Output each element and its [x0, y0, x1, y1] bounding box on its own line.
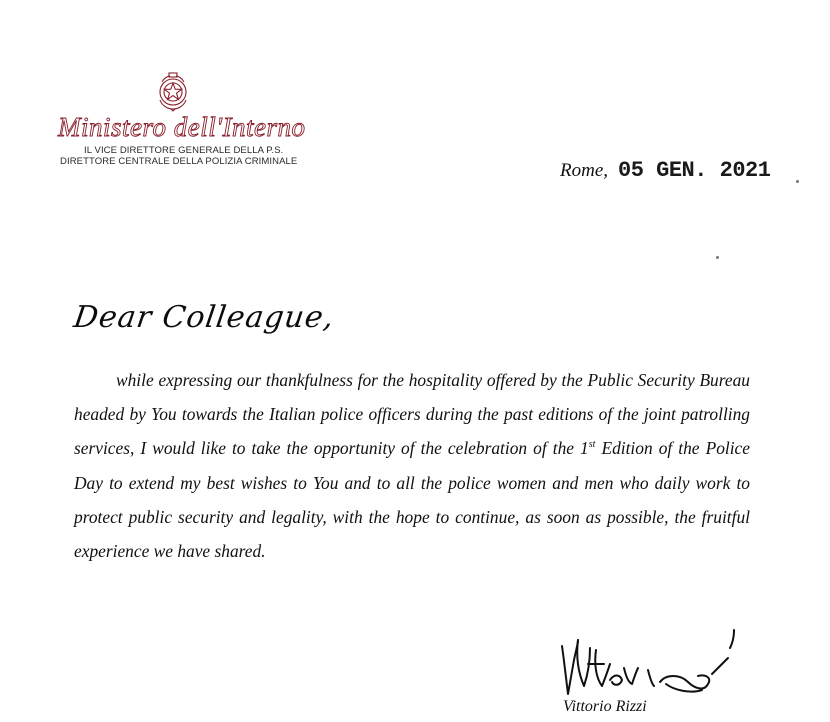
body-part-2: Edition of the Police Day to extend my best wishes to You and to all the police women and men who daily work to protect public security and legality, with the hope to continue, as soon as possible, the fruitful experience we have shared.: [74, 438, 750, 562]
handwritten-salutation: Dear Colleague,: [71, 300, 337, 335]
body-part-1: while expressing our thankfulness for the hospitality offered by the Public Security Bureau headed by You towards the Italian police officers during the past editions of the joint patrolling services, I would like to take the opportunity of the celebration of the 1: [74, 370, 750, 459]
letterhead-line-2: DIRETTORE CENTRALE DELLA POLIZIA CRIMINALE: [60, 156, 298, 167]
ministry-name: Ministero dell'Interno: [58, 112, 306, 142]
scan-speck: [796, 180, 799, 183]
signer-name: Vittorio Rizzi: [563, 698, 647, 715]
handwritten-signature: [548, 620, 748, 702]
body-superscript: st: [588, 439, 596, 451]
italian-republic-emblem-icon: [152, 70, 194, 112]
date-stamp: 05 GEN. 2021: [618, 158, 771, 183]
date-city: Rome,: [560, 160, 609, 181]
letterhead-line-1: IL VICE DIRETTORE GENERALE DELLA P.S.: [84, 145, 284, 156]
scan-speck: [716, 256, 719, 259]
letter-body: [74, 363, 750, 568]
date-line: [560, 158, 770, 183]
